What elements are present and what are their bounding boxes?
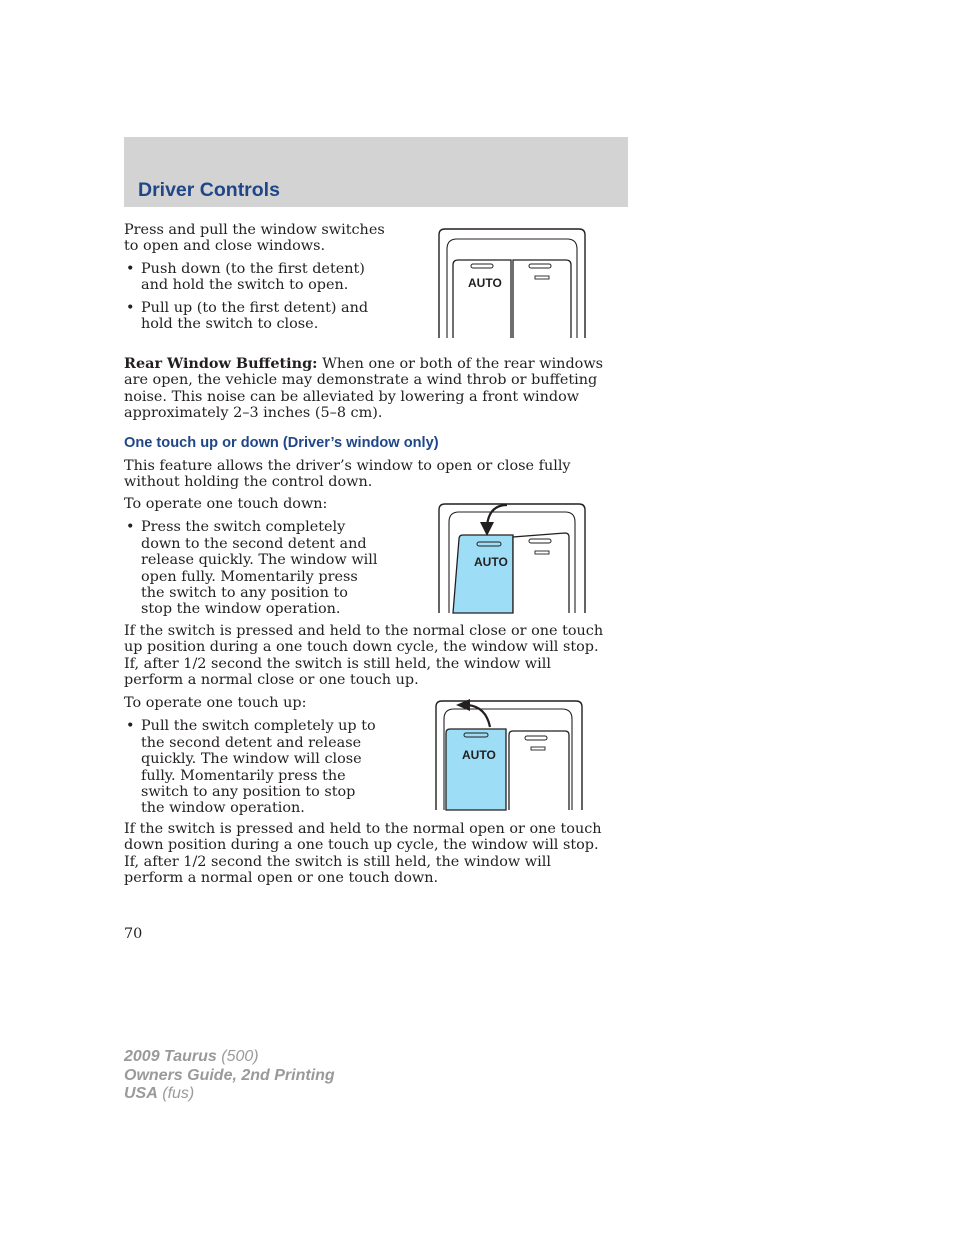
one-touch-intro-text: This feature allows the driver’s window to open or close fully without holding the control down. xyxy=(124,458,571,491)
one-touch-up-followup-text: If the switch is pressed and held to the normal open or one touch down position during a one touch up cycle, the window will stop. If, after 1/2 second the switch is still held, the window will perform a normal open or one touch down. xyxy=(124,821,602,887)
one-touch-up-followup xyxy=(124,821,610,887)
one-touch-down-followup-text: If the switch is pressed and held to the normal close or one touch up position during a one touch down cycle, the window will stop. If, after 1/2 second the switch is still held, the window will perform a normal close or one touch up. xyxy=(124,623,604,689)
list-item: • Pull up (to the first detent) and hold the switch to close. xyxy=(124,300,386,333)
one-touch-intro xyxy=(124,458,628,491)
window-switch-figure-1 xyxy=(437,227,587,339)
auto-label: AUTO xyxy=(468,276,502,290)
footer-model: 2009 Taurus xyxy=(124,1048,217,1065)
auto-label: AUTO xyxy=(474,555,508,569)
one-touch-down-lead: To operate one touch down: xyxy=(124,496,328,512)
footer xyxy=(124,1048,335,1104)
list-item: • Press the switch completely down to the second detent and release quickly. The window will open fully. Momentarily press the switch to any position to stop the window operation. xyxy=(124,519,378,617)
intro-text: Press and pull the window switches to open and close windows. xyxy=(124,222,385,255)
one-touch-up-lead: To operate one touch up: xyxy=(124,695,307,711)
one-touch-down-bullets xyxy=(124,519,378,617)
auto-label: AUTO xyxy=(462,748,496,762)
list-item: • Pull the switch completely up to the second detent and release quickly. The window will close fully. Momentarily press the switch to any position to stop the window operation. xyxy=(124,718,378,816)
list-item: • Push down (to the first detent) and hold the switch to open. xyxy=(124,261,386,294)
rear-buffeting-paragraph xyxy=(124,356,628,422)
section-title: Driver Controls xyxy=(138,179,280,201)
one-touch-up-bullets xyxy=(124,718,378,816)
footer-market: USA xyxy=(124,1085,158,1102)
page-number: 70 xyxy=(124,926,143,942)
footer-market-code: (fus) xyxy=(162,1085,195,1102)
footer-market-line xyxy=(124,1085,335,1104)
one-touch-heading: One touch up or down (Driver’s window only) xyxy=(124,435,439,451)
one-touch-down-block xyxy=(124,496,386,618)
window-switch-figure-up xyxy=(434,699,584,811)
window-switch-figure-down xyxy=(437,502,587,614)
footer-guide-line xyxy=(124,1067,335,1086)
one-touch-up-block xyxy=(124,695,386,817)
footer-model-code: (500) xyxy=(221,1048,259,1065)
one-touch-down-followup xyxy=(124,623,610,689)
rear-buffeting-text: When one or both of the rear windows are open, the vehicle may demonstrate a wind throb or buffeting noise. This noise can be alleviated by lowering a front window approximately 2–3 inches (5–8 cm). xyxy=(124,356,604,422)
rear-buffeting-label: Rear Window Buffeting: xyxy=(124,355,318,372)
footer-guide: Owners Guide, 2nd Printing xyxy=(124,1066,335,1084)
intro-block xyxy=(124,222,386,332)
intro-bullets xyxy=(124,261,386,333)
footer-model-line xyxy=(124,1048,335,1067)
